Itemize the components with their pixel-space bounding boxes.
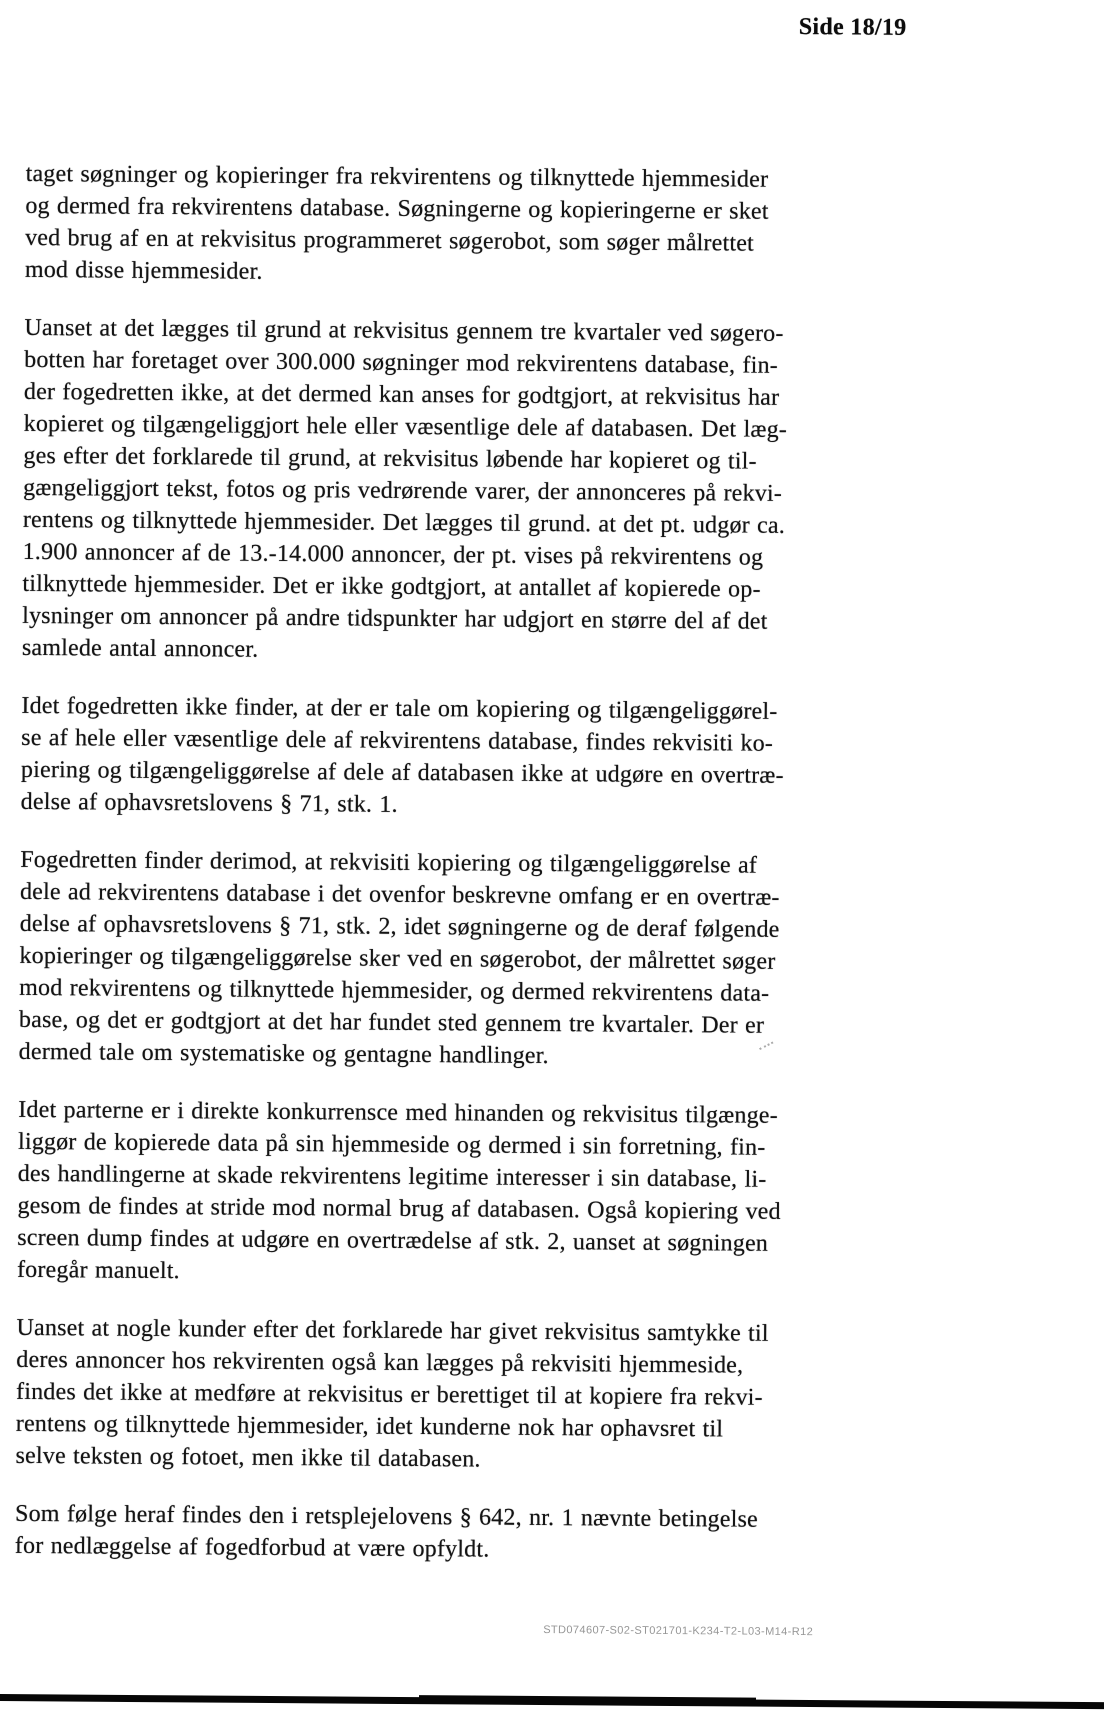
document-body — [15, 158, 790, 1594]
page-number-label: Side 18/19 — [798, 13, 907, 41]
document-footer-code: STD074607-S02-ST021701-K234-T2-L03-M14-R12 — [543, 1624, 814, 1639]
body-paragraph: Fogedretten finder derimod, at rekvisiti kopiering og tilgængeliggørelse af dele ad rekvirentens database i det ovenfor beskrevne omfang er en overtræ- delse af ophavsretslovens § 71, stk. 2, idet søgningerne og de deraf følgende kopieringer og tilgængeliggørelse sker ved en søgerobot, der målrettet søger mod rekvirentens og tilknyttede hjemmesider, og dermed rekvirentens data- base, og det er godtgjort at det har fundet sted gennem tre kvartaler. Der er dermed tale om systematiske og gentagne handlinger. — [18, 846, 780, 1070]
body-paragraph: Idet fogedretten ikke finder, at der er tale om kopiering og tilgængeliggørel- se af hele eller væsentlige dele af rekvirentens database, findes rekvisiti ko- piering og tilgængeliggørelse af dele af databasen ikke at udgøre en overtræ- delse af ophavsretslovens § 71, stk. 1. — [20, 692, 784, 818]
body-paragraph: taget søgninger og kopieringer fra rekvirentens og tilknyttede hjemmesider og dermed fra rekvirentens database. Søgningerne og kopieringerne er sket ved brug af en at rekvisitus programmeret søgerobot, som søger målrettet mod disse hjemmesider. — [24, 160, 769, 285]
body-paragraph: Uanset at nogle kunder efter det forklarede har givet rekvisitus samtykke til deres annoncer hos rekvirenten også kan lægges på rekvisiti hjemmeside, findes det ikke at medføre at rekvisitus er berettiget til at kopiere fra rekvi- rentens og tilknyttede hjemmesider, idet kunderne nok har ophavsret til selve teksten og fotoet, men ikke til databasen. — [15, 1314, 769, 1473]
body-paragraph: Som følge heraf findes den i retsplejelovens § 642, nr. 1 nævnte betingelse for nedlæggelse af fogedforbud at være opfyldt. — [14, 1500, 759, 1563]
body-paragraph: Idet parterne er i direkte konkurrensce med hinanden og rekvisitus tilgænge- liggør de kopierede data på sin hjemmeside og dermed i sin forretning, fin- des handlingerne at skade rekvirentens legitime interesser i sin database, li- gesom de findes at stride mod normal brug af databasen. Også kopiering ved screen dump findes at udgøre en overtrædelse af stk. 2, uanset at søgningen foregår manuelt. — [16, 1096, 781, 1285]
body-paragraph: Uanset at det lægges til grund at rekvisitus gennem tre kvartaler ved søgero- botten har foretaget over 300.000 søgninger mod rekvirentens database, fin- der fogedretten ikke, at det dermed kan anses for godtgjort, at rekvisitus har kopieret og tilgængeliggjort hele eller væsentlige dele af databasen. Det læg- ges efter det forklarede til grund, at rekvisitus løbende har kopieret og til- gængeliggjort tekst, fotos og pris vedrørende varer, der annonceres på rekvi- rentens og tilknyttede hjemmesider. Det lægges til grund. at det pt. udgør ca. 1.900 annoncer af de 13.-14.000 annoncer, der pt. vises på rekvirentens og tilknyttede hjemmesider. Det er ikke godtgjort, at antallet af kopierede op- lysninger om annoncer på andre tidspunkter har udgjort en større del af det samlede antal annoncer. — [21, 314, 788, 663]
